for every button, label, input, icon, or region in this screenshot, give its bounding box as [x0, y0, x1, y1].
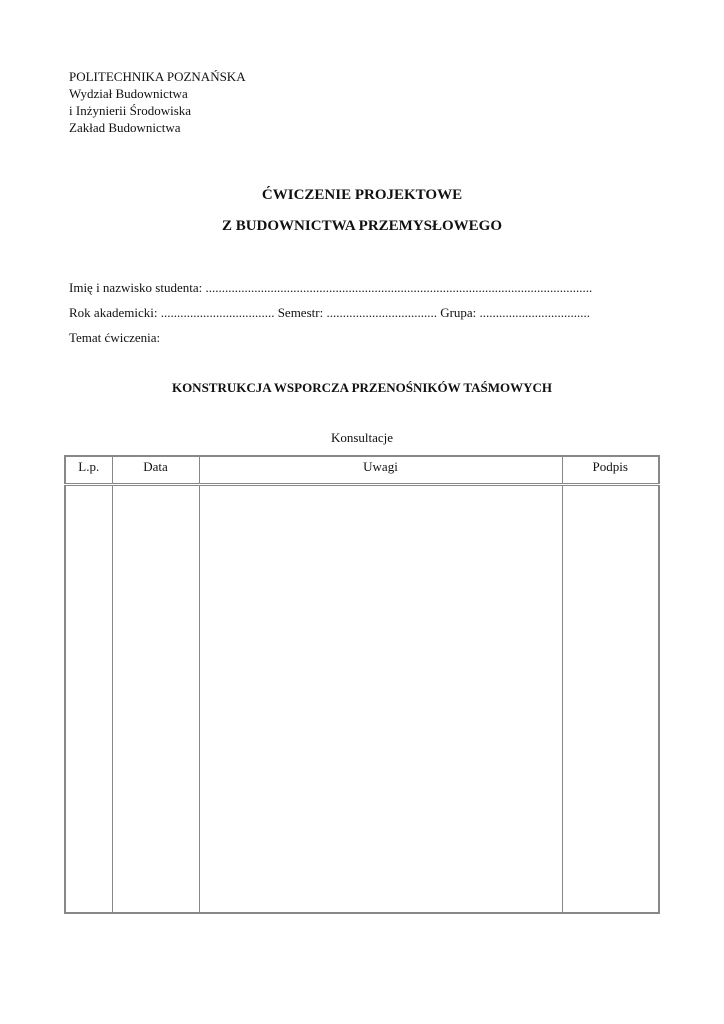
consultations-caption: Konsultacje — [330, 430, 394, 445]
university-name: POLITECHNIKA POZNAŃSKA — [69, 69, 246, 84]
lp-cell — [65, 485, 112, 914]
table-header-row — [65, 456, 659, 485]
column-header-signature: Podpis — [562, 456, 659, 485]
academic-year-field: Rok akademicki: ................................... Semestr: .................................. Grupa: .................................. — [69, 305, 591, 320]
date-cell — [112, 485, 199, 914]
institution-header — [69, 68, 246, 136]
document-subtitle: Z BUDOWNICTWA PRZEMYSŁOWEGO — [221, 218, 503, 234]
column-header-date: Data — [112, 456, 199, 485]
remarks-cell — [199, 485, 562, 914]
column-header-remarks: Uwagi — [199, 456, 562, 485]
document-title: ĆWICZENIE PROJEKTOWE — [261, 187, 463, 203]
topic-field: Temat ćwiczenia: — [69, 330, 161, 345]
exercise-subject: KONSTRUKCJA WSPORCZA PRZENOŚNIKÓW TAŚMOWYCH — [171, 380, 553, 395]
signature-cell — [562, 485, 659, 914]
table-row — [65, 485, 659, 914]
column-header-lp: L.p. — [65, 456, 112, 485]
department-name: Zakład Budownictwa — [69, 120, 181, 135]
consultations-table — [64, 455, 660, 914]
faculty-name-cont: i Inżynierii Środowiska — [69, 103, 192, 118]
faculty-name: Wydział Budownictwa — [69, 86, 188, 101]
student-name-field: Imię i nazwisko studenta: ....................................................................................................................... — [69, 280, 593, 295]
